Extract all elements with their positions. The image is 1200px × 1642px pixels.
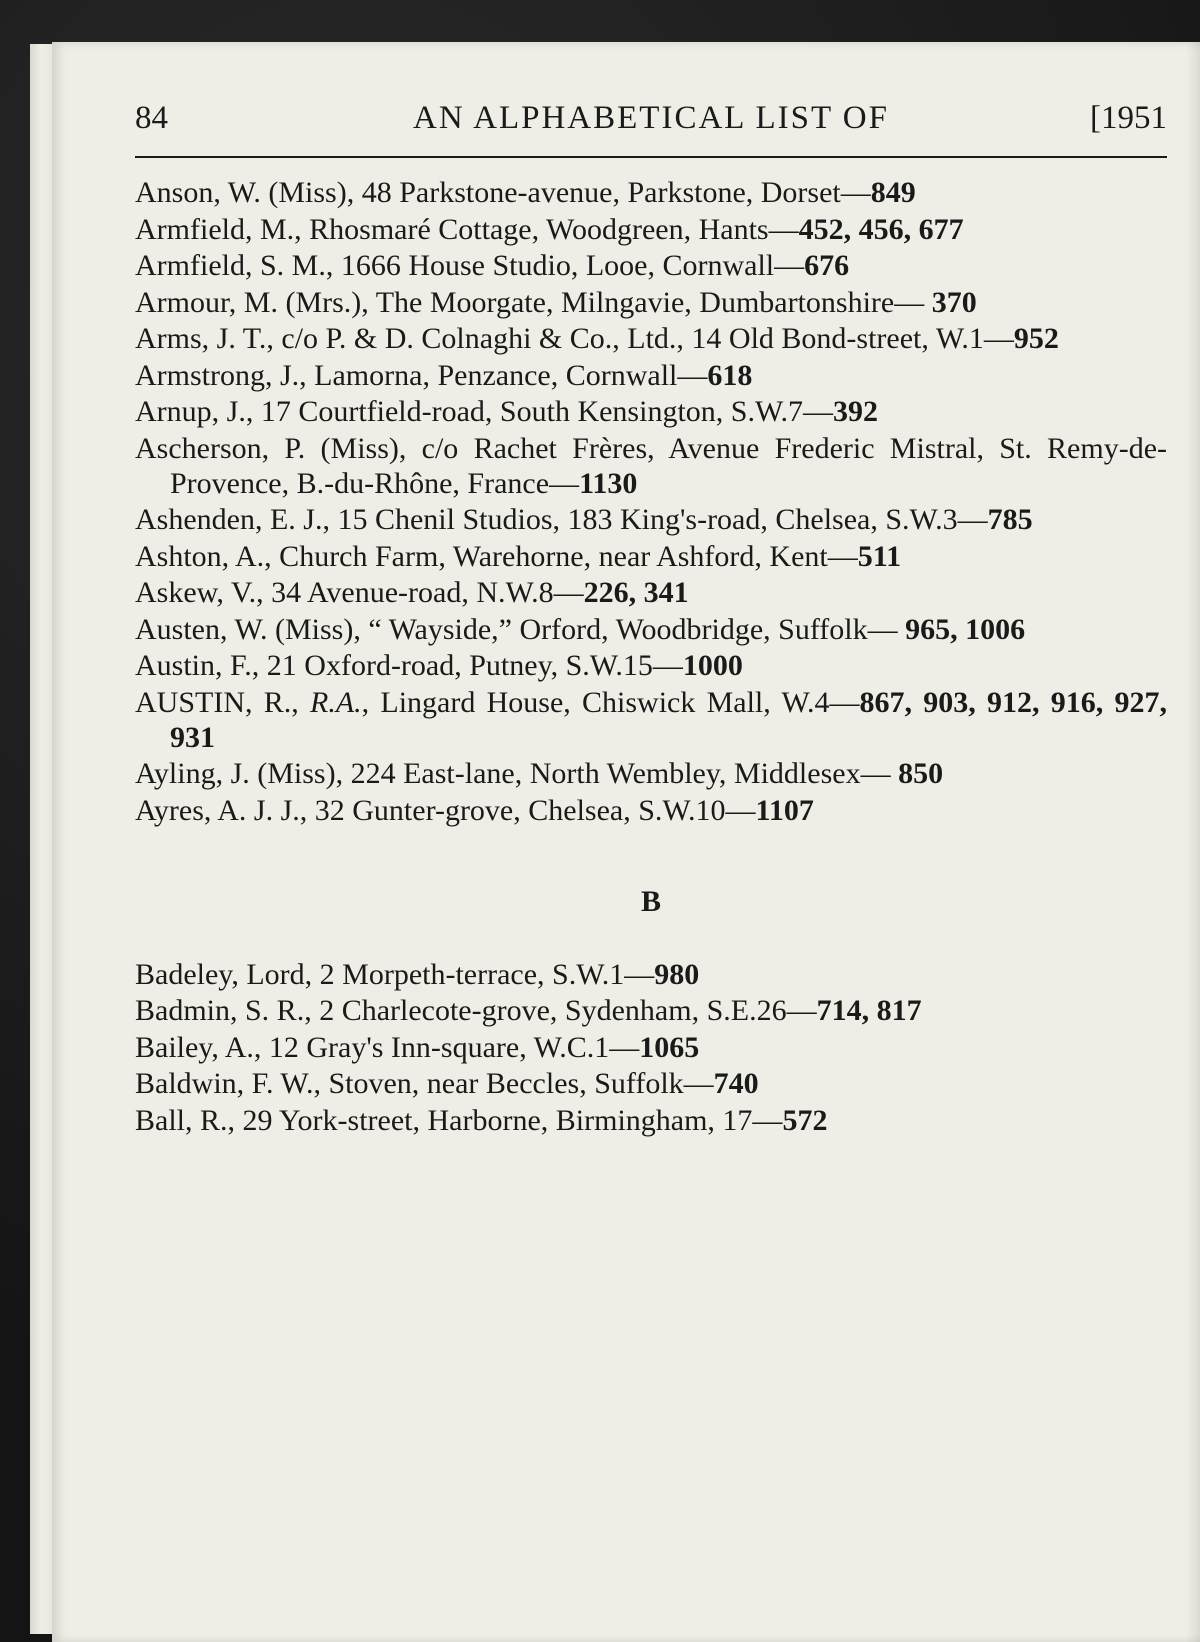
directory-entry [135,1066,1167,1101]
entry-catalogue-numbers: 226, 341 [583,576,689,609]
entry-catalogue-numbers: 511 [857,539,902,573]
entry-catalogue-numbers: 618 [707,358,753,392]
entry-address: Ayling, J. (Miss), 224 East-lane, North Wembley, Middlesex— [135,757,899,790]
entry-name: AUSTIN, R., [135,685,310,719]
entry-address: Ball, R., 29 York-street, Harborne, Birmingham, 17— [135,1103,783,1137]
entry-catalogue-numbers: 714, 817 [816,994,922,1027]
directory-entry [135,175,1167,210]
entry-catalogue-numbers: 676 [804,249,850,282]
header-rule [135,156,1167,158]
directory-entry [135,685,1167,755]
entry-catalogue-numbers: 370 [931,285,977,319]
entry-catalogue-numbers: 980 [654,957,700,991]
entry-address: Arms, J. T., c/o P. & D. Colnaghi & Co., Ltd., 14 Old Bond-street, W.1— [135,322,1014,355]
directory-entry [135,957,1167,992]
page-number: 84 [135,100,168,136]
entry-catalogue-numbers: 965, 1006 [905,612,1026,646]
entry-address: Anson, W. (Miss), 48 Parkstone-avenue, Parkstone, Dorset— [135,176,871,209]
entry-address: Armour, M. (Mrs.), The Moorgate, Milngavie, Dumbartonshire— [135,285,932,319]
entry-address: Arnup, J., 17 Courtfield-road, South Kensington, S.W.7— [135,395,834,428]
directory-entry [135,575,1167,610]
directory-entry [135,248,1167,283]
page-gutter-shadow [1186,42,1200,1642]
entry-catalogue-numbers: 1130 [579,466,638,500]
entry-catalogue-numbers: 452, 456, 677 [798,212,964,246]
entry-catalogue-numbers: 1000 [682,649,743,682]
entry-catalogue-numbers: 740 [713,1067,759,1100]
section-heading-b: B [640,884,661,918]
directory-entry [135,1103,1167,1138]
directory-entry [135,993,1167,1028]
directory-entry [135,539,1167,574]
entry-catalogue-numbers: 850 [898,757,944,790]
directory-entry [135,502,1167,537]
section-a-entries [135,175,1167,828]
entry-address: Badmin, S. R., 2 Charlecote-grove, Sydenham, S.E.26— [135,994,817,1027]
directory-entry [135,612,1167,647]
entry-address: Armstrong, J., Lamorna, Penzance, Cornwall— [135,358,708,392]
directory-entry [135,756,1167,791]
entry-address: , Lingard House, Chiswick Mall, W.4— [361,685,860,719]
entry-catalogue-numbers: 952 [1013,322,1059,355]
directory-entry [135,648,1167,683]
entry-address: Austin, F., 21 Oxford-road, Putney, S.W.15— [135,649,683,682]
directory-entry [135,212,1167,247]
entry-address: Austen, W. (Miss), “ Wayside,” Orford, Woodbridge, Suffolk— [135,612,906,646]
entry-honorific: R.A. [310,685,362,719]
entry-catalogue-numbers: 785 [987,503,1033,536]
entry-address: Ashton, A., Church Farm, Warehorne, near Ashford, Kent— [135,539,858,573]
entry-catalogue-numbers: 849 [870,176,916,209]
directory-entry [135,321,1167,356]
entry-address: Armfield, M., Rhosmaré Cottage, Woodgreen, Hants— [135,212,799,246]
directory-entry [135,431,1167,501]
entry-address: Badeley, Lord, 2 Morpeth-terrace, S.W.1— [135,957,655,991]
section-b-entries [135,957,1167,1138]
entry-catalogue-numbers: 867, 903, 912, 916, 927, 931 [170,685,1167,754]
entry-catalogue-numbers: 392 [833,395,879,428]
entry-address: Armfield, S. M., 1666 House Studio, Looe, Cornwall— [135,249,805,282]
entry-address: Ashenden, E. J., 15 Chenil Studios, 183 King's-road, Chelsea, S.W.3— [135,503,988,536]
entry-catalogue-numbers: 1107 [755,793,814,827]
entry-address: Ascherson, P. (Miss), c/o Rachet Frères, Avenue Frederic Mistral, St. Remy-de-Provence, B.-du-Rhône, France— [135,431,1167,500]
directory-entry [135,358,1167,393]
entry-address: Baldwin, F. W., Stoven, near Beccles, Suffolk— [135,1067,714,1100]
entry-address: Ayres, A. J. J., 32 Gunter-grove, Chelsea, S.W.10— [135,793,756,827]
directory-entry [135,1030,1167,1065]
page-header [135,100,1167,146]
entry-address: Bailey, A., 12 Gray's Inn-square, W.C.1— [135,1030,640,1064]
year-label: [1951 [1090,100,1167,136]
directory-entry [135,394,1167,429]
directory-entry [135,285,1167,320]
entry-catalogue-numbers: 1065 [639,1030,700,1064]
entry-address: Askew, V., 34 Avenue-road, N.W.8— [135,576,584,609]
running-title: AN ALPHABETICAL LIST OF [413,100,889,136]
directory-entry [135,793,1167,828]
entry-catalogue-numbers: 572 [782,1103,828,1137]
entry-list [135,175,1167,1139]
